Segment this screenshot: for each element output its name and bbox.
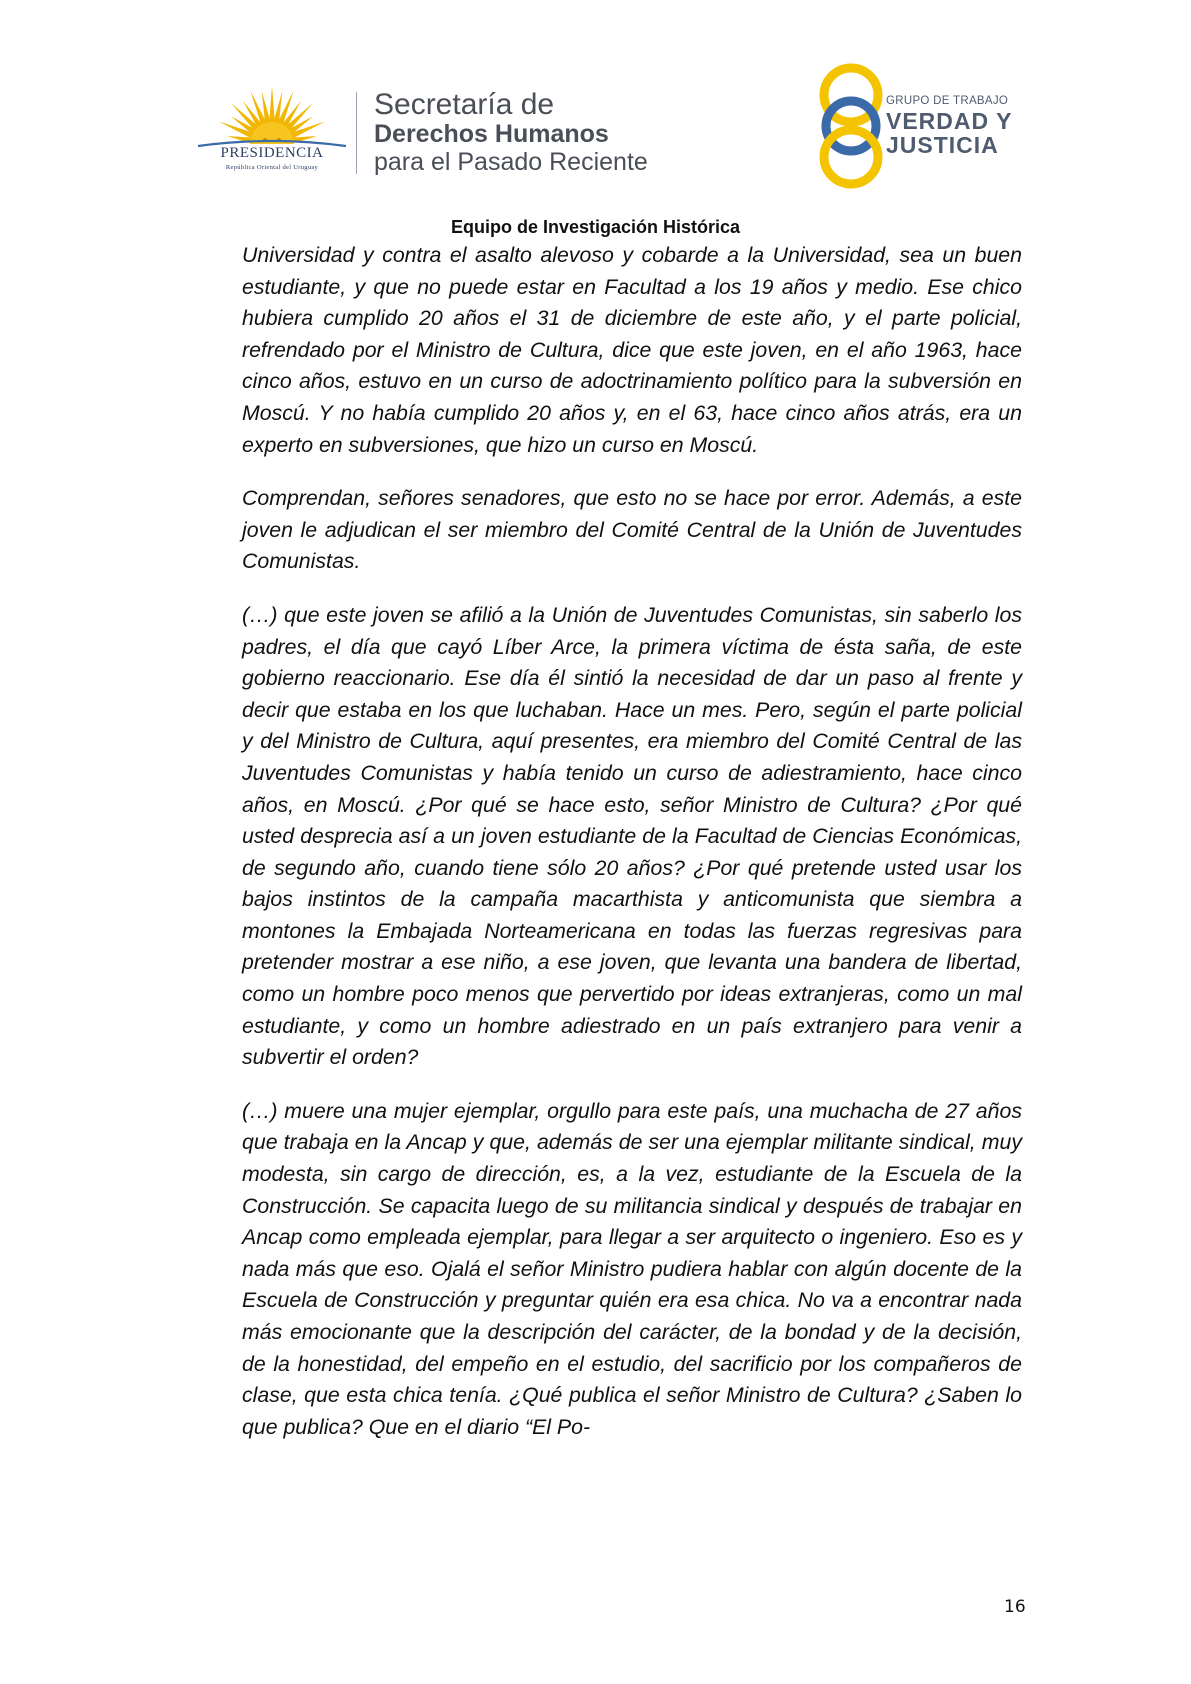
presidencia-subtitle: República Oriental del Uruguay (225, 164, 319, 171)
header-divider (356, 92, 357, 174)
body-paragraph: (…) que este joven se afilió a la Unión de Juventudes Comunistas, sin saberlo los padres, el día que cayó Líber Arce, la primera víctima de ésta saña, de este gobierno reaccionario. Ese día él sintió la necesidad de dar un paso al frente y decir que estaba en los que luchaban. Hace un mes. Pero, según el parte policial y del Ministro de Cultura, aquí presentes, era miembro del Comité Central de las Juventudes Comunistas y había tenido un curso de adiestramiento, hace cinco años, en Moscú. ¿Por qué se hace esto, señor Ministro de Cultura? ¿Por qué usted desprecia así a un joven estudiante de la Facultad de Ciencias Económicas, de segundo año, cuando tiene sólo 20 años? ¿Por qué pretende usted usar los bajos instintos de la campaña macarthista y anticomunista que siembra a montones la Embajada Norteamericana en todas las fuerzas regresivas para pretender mostrar a ese niño, a ese joven, que levanta una bandera de libertad, como un hombre poco menos que pervertido por ideas extranjeras, como un mal estudiante, y como un hombre adiestrado en un país extranjero para venir a subvertir el orden? (242, 602, 1022, 1070)
verdad-justicia-rings-logo-icon (810, 62, 892, 190)
page-number: 16 (1004, 1597, 1026, 1617)
gtvj-title-line-2: JUSTICIA (886, 132, 999, 158)
body-paragraph: Comprendan, señores senadores, que esto no se hace por error. Además, a este joven le adjudican el ser miembro del Comité Central de la Unión de Juventudes Comunistas. (242, 486, 1022, 574)
gtvj-title-line-1: VERDAD Y (886, 108, 1013, 134)
secretaria-line-1: Secretaría de (374, 88, 555, 121)
document-body (242, 240, 1022, 1465)
body-paragraph: Universidad y contra el asalto alevoso y cobarde a la Universidad, sea un buen estudiante, y que no puede estar en Facultad a los 19 años y medio. Ese chico hubiera cumplido 20 años el 31 de diciembre de este año, y el parte policial, refrendado por el Ministro de Cultura, dice que este joven, en el año 1963, hace cinco años, estuvo en un curso de adoctrinamiento político para la subversión en Moscú. Y no había cumplido 20 años y, en el 63, hace cinco años atrás, era un experto en subversiones, que hizo un curso en Moscú. (242, 243, 1022, 457)
presidencia-title: PRESIDENCIA (220, 145, 324, 161)
body-paragraph: (…) muere una mujer ejemplar, orgullo para este país, una muchacha de 27 años que trabaja en la Ancap y que, además de ser una ejemplar militante sindical, muy modesta, sin cargo de dirección, es, a la vez, estudiante de la Escuela de la Construcción. Se capacita luego de su militancia sindical y después de trabajar en Ancap como empleada ejemplar, para llegar a ser arquitecto o ingeniero. Eso es y nada más que eso. Ojalá el señor Ministro pudiera hablar con algún docente de la Escuela de Construcción y preguntar quién era esa chica. No va a encontrar nada más emocionante que la descripción del carácter, de la bondad y de la decisión, de la honestidad, del empeño en el estudio, del sacrificio por los compañeros de clase, que esta chica tenía. ¿Qué publica el señor Ministro de Cultura? ¿Saben lo que publica? Que en el diario “El Po- (242, 1098, 1022, 1439)
secretaria-line-3: para el Pasado Reciente (374, 148, 648, 176)
team-title: Equipo de Investigación Histórica (450, 217, 741, 237)
gtvj-small-caption: GRUPO DE TRABAJO (886, 95, 1009, 107)
page-header (0, 0, 1191, 237)
secretaria-line-2: Derechos Humanos (374, 120, 609, 148)
